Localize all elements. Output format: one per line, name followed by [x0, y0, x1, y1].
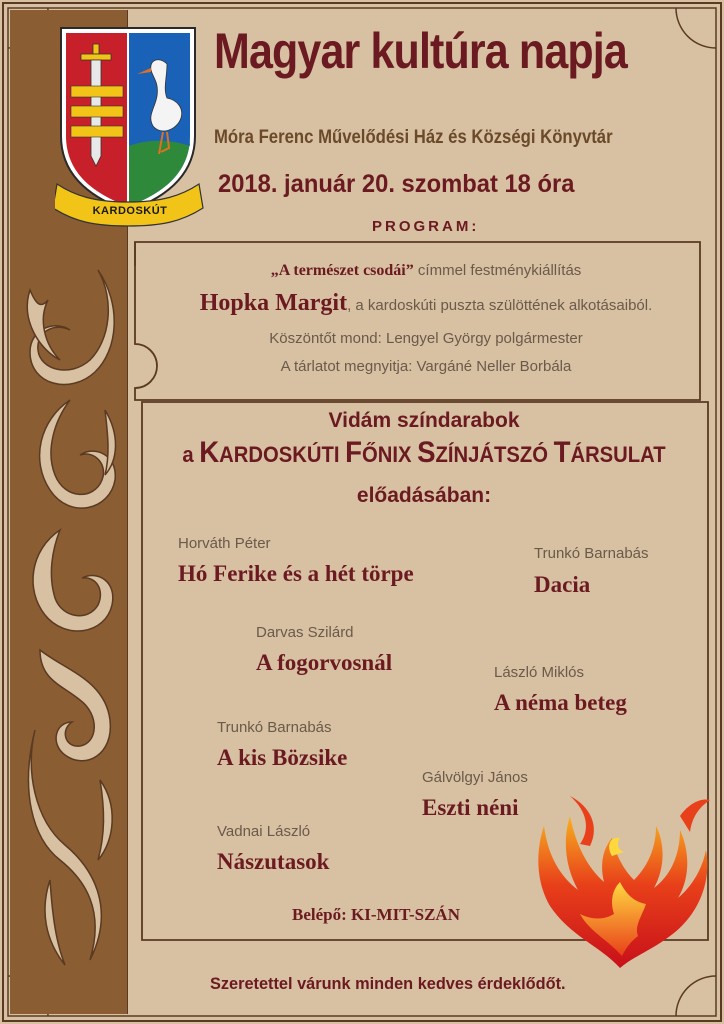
play-title: Hó Ferike és a hét törpe [178, 561, 414, 586]
play-author: Darvas Szilárd [256, 624, 354, 641]
play-title: Nászutasok [217, 849, 330, 874]
theatre-heading-3: előadásában: [356, 484, 492, 507]
troupe-letter: F [345, 436, 362, 469]
exhibition-opening: A tárlatot megnyitja: Vargáné Neller Borbála [280, 358, 572, 375]
troupe-letter: K [199, 436, 220, 469]
troupe-letter: T [553, 436, 571, 469]
exhibition-artist-rest: , a kardoskúti puszta szülöttének alkotásaiból. [347, 297, 653, 314]
play-title: A néma beteg [494, 690, 627, 715]
play-author: Horváth Péter [178, 535, 271, 552]
troupe-word: ZÍNJÁTSZÓ [435, 442, 554, 467]
troupe-letter: S [417, 436, 436, 469]
troupe-word: ARDOSKÚTI [219, 442, 346, 467]
event-date: 2018. január 20. szombat 18 óra [218, 170, 575, 198]
play-author: László Miklós [494, 664, 585, 681]
theatre-heading-1: Vidám színdarabok [328, 409, 520, 432]
exhibition-greeting: Köszöntőt mond: Lengyel György polgármester [269, 330, 583, 347]
exhibition-artist: Hopka Margit [199, 290, 348, 316]
page-title: Magyar kultúra napja [214, 23, 627, 79]
play-author: Vadnai László [217, 823, 311, 840]
play-title: A kis Bözsike [217, 745, 348, 770]
play-author: Trunkó Barnabás [534, 545, 649, 562]
play-title: A fogorvosnál [256, 650, 393, 675]
phoenix-icon [530, 786, 714, 974]
play-title: Eszti néni [422, 795, 519, 820]
play-author: Trunkó Barnabás [217, 719, 332, 736]
exhibition-title-line [136, 262, 716, 280]
footer-invitation: Szeretettel várunk minden kedves érdeklődőt. [210, 974, 566, 993]
venue-subtitle: Móra Ferenc Művelődési Ház és Községi Könyvtár [214, 127, 613, 148]
program-label: PROGRAM: [372, 218, 480, 235]
troupe-prefix: a [182, 442, 200, 467]
tribal-ornament-icon [10, 260, 130, 980]
troupe-name [163, 436, 686, 470]
exhibition-title-rest: címmel festménykiállítás [413, 262, 582, 279]
crest-banner-text: KARDOSKÚT [92, 205, 168, 217]
troupe-word: ŐNIX [361, 442, 418, 467]
exhibition-title: „A természet csodái” [270, 262, 414, 279]
exhibition-artist-line [136, 290, 716, 317]
entry-fee: Belépő: KI-MIT-SZÁN [292, 905, 460, 924]
troupe-word: ÁRSULAT [570, 442, 666, 467]
play-title: Dacia [534, 572, 591, 597]
play-author: Gálvölgyi János [422, 769, 528, 786]
